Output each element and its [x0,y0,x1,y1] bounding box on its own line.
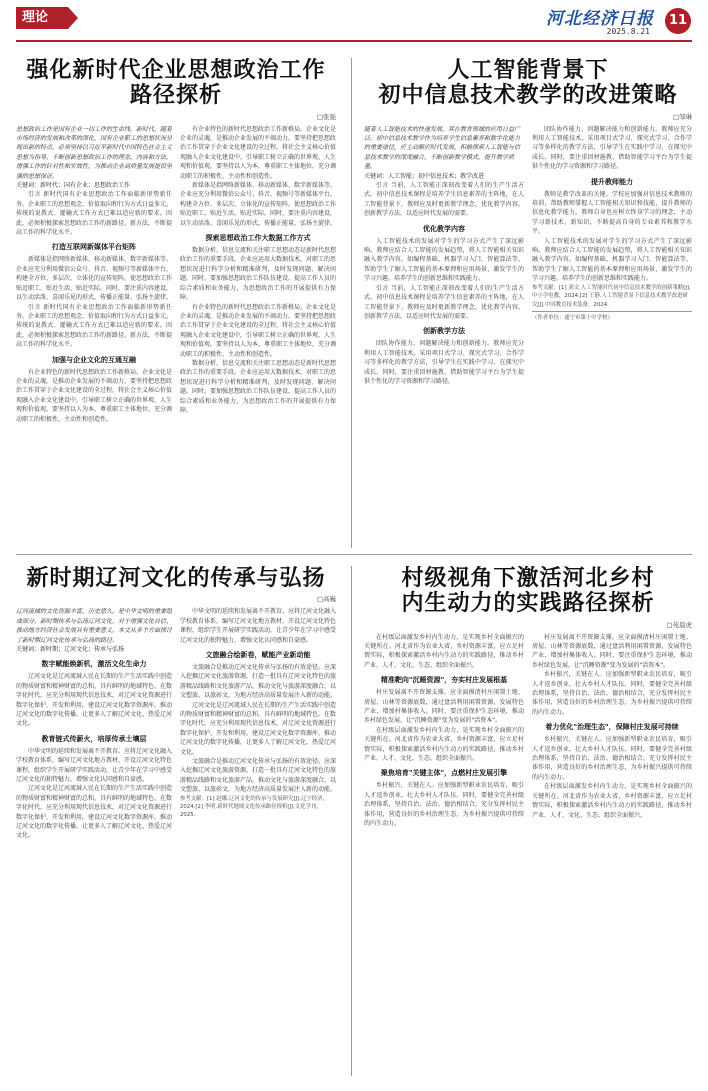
subheading: 教育链式传薪火，培厚传承土壤层 [41,734,147,743]
column-right [532,633,692,829]
subheading: 打造互联网新媒体平台矩阵 [52,243,136,252]
body-paragraph: 引言 当前，人工智能正深刻改变着人们的生产生活方式。初中信息技术课程是培养学生信息素养的主阵地，在人工智能背景下，教师应及时更新教学理念，优化教学内容，创新教学方法，以适应时代发展的需要。 [364,284,524,320]
column-left [364,633,524,829]
article-headline [16,58,336,109]
body-paragraph: 团队协作能力、问题解决能力和创新能力。教师应充分利用人工智能技术，采用项目式学习、探究式学习、合作学习等多样化的教学方法，引导学生在实践中学习、在探究中成长。同时，要注重因材施教，借助智能学习平台为学生提供个性化的学习资源和学习路径。 [532,125,692,171]
body-paragraph: 村庄发展离不开资源支撑。应全面摸清村庄闲置土地、房屋、山林等资源底数，通过盘活利用闲置资源，发展特色产业，增加村集体收入。同时，要注重保护生态环境，推动乡村绿色发展，让"沉睡资源"变为发展的"活资本"。 [532,633,692,669]
page-number-badge: 11 [665,8,691,34]
author-affiliation: （作者单位：遂宁市第十中学校） [532,311,692,322]
article-headline [364,58,692,109]
body-paragraph: 文旅融合是推动辽河文化传承与弘扬的有效途径。应深入挖掘辽河文化旅游资源，打造一批具有辽河文化特色的旅游精品线路和文化旅游产品，推动文化与旅游深度融合，以文塑旅、以旅彰文，为地方经济高质量发展注入新的动能。 [180,663,336,700]
body-paragraph: 在村级层面激发乡村内生动力，是实现乡村全面振兴的关键所在。河北省作为农业大省，乡村资源丰富，应立足村情实际，积极探索激活乡村内生动力的实践路径，推动乡村产业、人才、文化、生态、组织全面振兴。 [364,726,524,763]
body-paragraph: 乡村振兴，关键在人。应加强新型职业农民培育，吸引人才返乡创业，壮大乡村人才队伍。同时，要健全完善村级治理体系，坚持自治、法治、德治相结合，充分发挥村民主体作用，营造良好的乡村治理生态，为乡村振兴提供可持续的内生动力。 [532,671,692,716]
subheading: 探索思想政治工作大数据工作方式 [205,234,311,243]
references: 参考文献：[1] 刘文.人工智能时代初中信息技术教学的创新策略[J].中小学电教，2024.[2] 王静.人工智能背景下信息技术教学改进研究[J].中国教育技术装备，2024. [532,284,691,308]
header-rule [16,40,692,42]
body-paragraph: 文旅融合是推动辽河文化传承与弘扬的有效途径。应深入挖掘辽河文化旅游资源，打造一批具有辽河文化特色的旅游精品线路和文化旅游产品，推动文化与旅游深度融合，以文塑旅、以旅彰文，为地方经济高质量发展注入新的动能。 [180,757,336,794]
section-divider [16,554,692,555]
subheading: 着力优化"治理生态"，保障村庄发展可持续 [545,723,679,732]
body-paragraph: 新媒体是指网络新媒体、移动新媒体、数字新媒体等。企业应充分利用微信公众号、抖音、视频号等新媒体平台，构建全方位、多层次、立体化的宣传矩阵，使思想政治工作贴近职工、贴近生活、贴近实际。同时，要注重内容建设，以生动活泼、喜闻乐见的形式，传播正能量、弘扬主旋律。 [16,256,172,302]
column-left [16,607,172,841]
byline: □高巍 [316,595,336,604]
body-paragraph: 数据分析、信息交流和关注职工思想动态是新时代思想政治工作的重要手段。企业应运用大数据技术，对职工的思想状况进行科学分析和精准研判，及时发现问题、解决问题。同时，要加强思想政治工作队伍建设，提高工作人员的综合素质和业务能力，为思想政治工作的开展提供有力保障。 [180,247,336,302]
article-ai-teaching [364,58,692,548]
article-rural-revitalization [364,566,692,1076]
column-right [180,125,336,424]
subheading: 精准靶向"沉睡资源"，夯实村庄发展根基 [380,676,508,685]
keywords: 关键词：新时期；辽河文化；传承与弘扬 [16,645,125,653]
body-paragraph: 在村级层面激发乡村内生动力，是实现乡村全面振兴的关键所在。河北省作为农业大省，乡村资源丰富，应立足村情实际，积极探索激活乡村内生动力的实践路径，推动乡村产业、人才、文化、生态、组织全面振兴。 [364,633,524,669]
column-left [16,125,172,424]
headline-line-1: 人工智能背景下 [447,58,609,83]
subheading: 提升教师能力 [591,177,633,186]
headline-line-2: 路径探析 [129,82,222,109]
body-paragraph: 中华文明的延续和发展离不开教育。应将辽河文化融入学校教育体系，编写辽河文化地方教材，开设辽河文化特色课程，组织学生开展研学实践活动，让青少年在学习中感受辽河文化的独特魅力，增强文化认同感和自豪感。 [16,747,172,783]
subheading: 加强与企业文化的互通互融 [52,355,136,364]
body-paragraph: 有企业特色的新时代思想政治工作新格局。企业文化是企业的灵魂，是推动企业发展的不竭动力。要坚持把思想政治工作贯穿于企业文化建设的全过程，将社会主义核心价值观融入企业文化建设中，引导职工树立正确的世界观、人生观和价值观。要坚持以人为本，尊重职工主体地位，充分调动职工的积极性、主动性和创造性。 [180,125,336,180]
subheading: 聚焦培育"关键主体"，点燃村庄发展引擎 [380,769,508,778]
column-right [532,125,692,387]
issue-date: 2025.8.21 [606,27,650,36]
body-paragraph: 有企业特色的新时代思想政治工作新格局。企业文化是企业的灵魂，是推动企业发展的不竭动力。要坚持把思想政治工作贯穿于企业文化建设的全过程，将社会主义核心价值观融入企业文化建设中，引导职工树立正确的世界观、人生观和价值观。要坚持以人为本，尊重职工主体地位，充分调动职工的积极性、主动性和创造性。 [180,303,336,358]
body-paragraph: 辽河文化是辽河流域人民在长期的生产生活实践中创造的物质财富和精神财富的总和，具有鲜明的地域特色。在数字化时代，应充分利用现代信息技术，对辽河文化资源进行数字化保护、开发和利用，建设辽河文化数字资源库，推动辽河文化的数字化传播，让更多人了解辽河文化、热爱辽河文化。 [16,673,172,728]
keywords: 关键词：新时代；国有企业；思想政治工作 [16,182,131,190]
abstract: 辽河流域的文化资源丰富，历史悠久，是中华文明的重要组成部分。新时期传承与弘扬辽河文化，对于增强文化自信、推动地方经济社会发展具有重要意义。本文从多个方面探讨了新时期辽河文化传承与弘扬的路径。 [16,608,172,644]
article-headline [364,566,692,617]
byline: □邹琳 [672,112,692,121]
body-paragraph: 引言 当前，人工智能正深刻改变着人们的生产生活方式。初中信息技术课程是培养学生信息素养的主阵地，在人工智能背景下，教师应及时更新教学理念，优化教学内容，创新教学方法，以适应时代发展的需要。 [364,182,524,218]
section-tab: 理论 [16,7,68,29]
abstract: 随着人工智能技术的快速发展，其在教育领域的应用日益广泛。初中信息技术教学作为培养学生信息素养和数字化能力的重要途径，应主动顺应时代发展，积极探索人工智能与信息技术教学的深度融合，不断创新教学模式，提升教学质量。 [364,125,521,171]
body-paragraph: 中华文明的延续和发展离不开教育。应将辽河文化融入学校教育体系，编写辽河文化地方教材，开设辽河文化特色课程，组织学生开展研学实践活动，让青少年在学习中感受辽河文化的独特魅力，增强文化认同感和自豪感。 [180,608,336,644]
body-paragraph: 乡村振兴，关键在人。应加强新型职业农民培育，吸引人才返乡创业，壮大乡村人才队伍。同时，要健全完善村级治理体系，坚持自治、法治、德治相结合，充分发挥村民主体作用，营造良好的乡村治理生态，为乡村振兴提供可持续的内生动力。 [364,782,524,828]
column-right [180,607,336,841]
body-paragraph: 团队协作能力、问题解决能力和创新能力。教师应充分利用人工智能技术，采用项目式学习、探究式学习、合作学习等多样化的教学方法，引导学生在实践中学习、在探究中成长。同时，要注重因材施教，借助智能学习平台为学生提供个性化的学习资源和学习路径。 [364,340,524,385]
column-divider [351,58,352,548]
body-paragraph: 人工智能技术的发展对学生的学习方式产生了深远影响。教师应结合人工智能的发展趋势，将人工智能相关知识融入教学内容，如编程基础、机器学习入门、智能算法等，帮助学生了解人工智能的基本原理和应用场景，激发学生的学习兴趣，培养学生的创新思维和实践能力。 [364,237,524,283]
body-paragraph: 辽河文化是辽河流域人民在长期的生产生活实践中创造的物质财富和精神财富的总和，具有鲜明的地域特色。在数字化时代，应充分利用现代信息技术，对辽河文化资源进行数字化保护、开发和利用，建设辽河文化数字资源库，推动辽河文化的数字化传播，让更多人了解辽河文化、热爱辽河文化。 [16,785,172,840]
byline: □苑晨虎 [666,620,692,629]
page-header [0,0,708,44]
masthead-logo: 河北经济日报 [546,9,654,29]
subheading: 数字赋能焕新机，激活文化生命力 [41,660,147,669]
references: 参考文献：[1] 赵娜.辽河文化的传承与发展研究[J].辽宁经济，2024.[2] 李明.新时代地域文化传承路径探析[J].文化学刊，2025. [180,795,328,819]
body-paragraph: 人工智能技术的发展对学生的学习方式产生了深远影响。教师应结合人工智能的发展趋势，将人工智能相关知识融入教学内容，如编程基础、机器学习入门、智能算法等，帮助学生了解人工智能的基本原理和应用场景，激发学生的学习兴趣，培养学生的创新思维和实践能力。 [532,237,692,283]
headline-line-1: 村级视角下激活河北乡村 [401,566,655,591]
article-headline: 新时期辽河文化的传承与弘扬 [26,566,326,591]
headline-line-2: 内生动力的实践路径探析 [401,590,655,617]
body-paragraph: 乡村振兴，关键在人。应加强新型职业农民培育，吸引人才返乡创业，壮大乡村人才队伍。同时，要健全完善村级治理体系，坚持自治、法治、德治相结合，充分发挥村民主体作用，营造良好的乡村治理生态，为乡村振兴提供可持续的内生动力。 [532,736,692,781]
body-paragraph: 引言 新时代国有企业思想政治工作面临新形势新任务。企业职工的思想观念、价值取向和行为方式日益多元，传统的说教式、灌输式工作方式已难以适应新的要求。因此，必须积极探索思想政治工作的新路径、新方法，不断提高工作的科学化水平。 [16,303,172,349]
body-paragraph: 有企业特色的新时代思想政治工作新格局。企业文化是企业的灵魂，是推动企业发展的不竭动力。要坚持把思想政治工作贯穿于企业文化建设的全过程，将社会主义核心价值观融入企业文化建设中，引导职工树立正确的世界观、人生观和价值观。要坚持以人为本，尊重职工主体地位，充分调动职工的积极性、主动性和创造性。 [16,368,172,423]
subheading: 文旅融合绘新卷，赋能产业新动能 [205,650,311,659]
byline: □张强 [316,112,336,121]
article-enterprise-ideology [16,58,336,548]
body-paragraph: 辽河文化是辽河流域人民在长期的生产生活实践中创造的物质财富和精神财富的总和，具有鲜明的地域特色。在数字化时代，应充分利用现代信息技术，对辽河文化资源进行数字化保护、开发和利用，建设辽河文化数字资源库，推动辽河文化的数字化传播，让更多人了解辽河文化、热爱辽河文化。 [180,701,336,756]
subheading: 优化教学内容 [423,224,465,233]
column-left [364,125,524,387]
headline-line-2: 初中信息技术教学的改进策略 [378,82,678,109]
subheading: 创新教学方法 [423,327,465,336]
body-paragraph: 数据分析、信息交流和关注职工思想动态是新时代思想政治工作的重要手段。企业应运用大数据技术，对职工的思想状况进行科学分析和精准研判，及时发现问题、解决问题。同时，要加强思想政治工作队伍建设，提高工作人员的综合素质和业务能力，为思想政治工作的开展提供有力保障。 [180,359,336,414]
body-paragraph: 教师是教学改革的关键。学校应加强对信息技术教师的培训，帮助教师掌握人工智能相关知识和技能，提升教师的信息化教学能力。教师自身也应树立终身学习的理念，主动学习新技术、新知识，不断提高自身的专业素养和教学水平。 [532,190,692,236]
body-paragraph: 在村级层面激发乡村内生动力，是实现乡村全面振兴的关键所在。河北省作为农业大省，乡村资源丰富，应立足村情实际，积极探索激活乡村内生动力的实践路径，推动乡村产业、人才、文化、生态、组织全面振兴。 [532,783,692,819]
article-liaohe-culture [16,566,336,1076]
keywords: 关键词：人工智能；初中信息技术；教学改进 [364,172,485,180]
body-paragraph: 村庄发展离不开资源支撑。应全面摸清村庄闲置土地、房屋、山林等资源底数，通过盘活利用闲置资源，发展特色产业，增加村集体收入。同时，要注重保护生态环境，推动乡村绿色发展，让"沉睡资源"变为发展的"活资本"。 [364,689,524,725]
headline-line-1: 强化新时代企业思想政治工作 [26,58,326,83]
body-paragraph: 引言 新时代国有企业思想政治工作面临新形势新任务。企业职工的思想观念、价值取向和行为方式日益多元，传统的说教式、灌输式工作方式已难以适应新的要求。因此，必须积极探索思想政治工作的新路径、新方法，不断提高工作的科学化水平。 [16,191,172,237]
body-paragraph: 新媒体是指网络新媒体、移动新媒体、数字新媒体等。企业应充分利用微信公众号、抖音、视频号等新媒体平台，构建全方位、多层次、立体化的宣传矩阵，使思想政治工作贴近职工、贴近生活、贴近实际。同时，要注重内容建设，以生动活泼、喜闻乐见的形式，传播正能量、弘扬主旋律。 [180,182,336,227]
abstract: 思想政治工作是国有企业一切工作的生命线。新时代，随着市场经济的发展和改革的深化，国有企业职工的思想状况呈现出新的特点，必须坚持以习近平新时代中国特色社会主义思想为指导，不断创新思想政治工作的理念、内容和方法，增强工作的针对性和实效性，为推动企业高质量发展提供坚强的思想保证。 [16,125,172,180]
column-divider [351,566,352,1076]
